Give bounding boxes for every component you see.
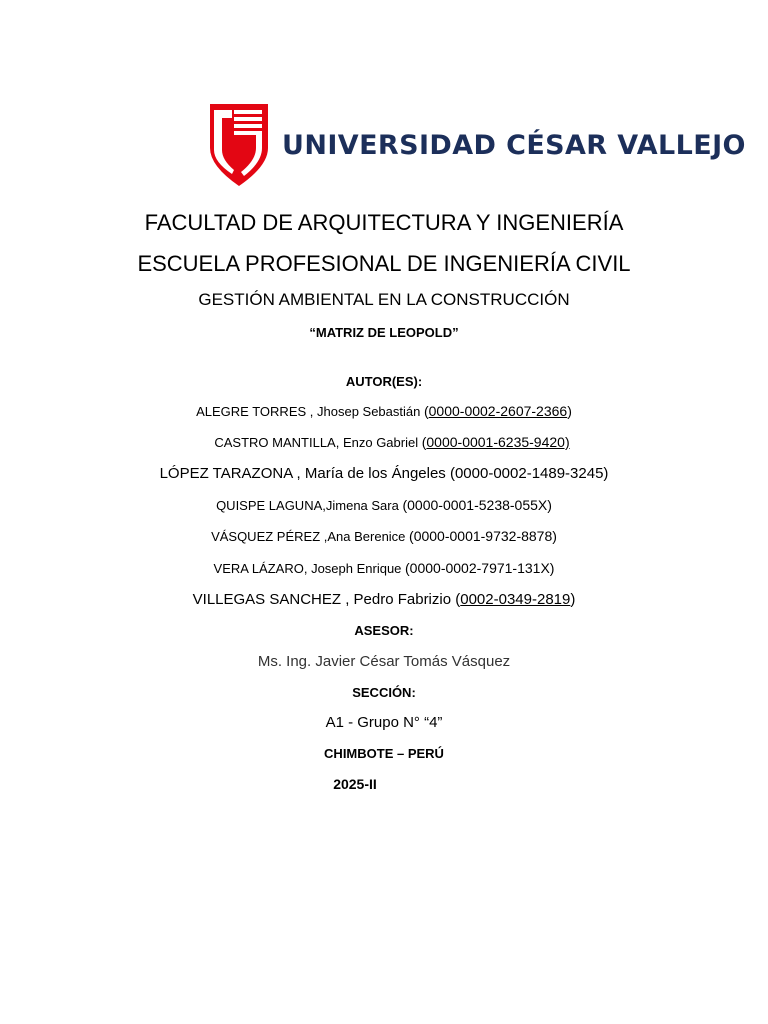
author-line: VILLEGAS SANCHEZ , Pedro Fabrizio (0002-0349-2819): [192, 591, 576, 608]
year-label: 2025-II: [333, 776, 377, 792]
author-name: CASTRO MANTILLA, Enzo Gabriel: [214, 435, 422, 450]
section-heading: SECCIÓN:: [352, 685, 416, 700]
author-orcid: 0000-0002-2607-2366: [428, 403, 568, 419]
author-name: VÁSQUEZ PÉREZ ,Ana Berenice: [211, 529, 410, 544]
author-line: [0, 465, 768, 482]
author-name: LÓPEZ TARAZONA , María de los Ángeles: [159, 465, 450, 482]
author-name: QUISPE LAGUNA,Jimena Sara: [216, 498, 403, 513]
author-line: [0, 528, 768, 544]
author-orcid: (0000-0002-1489-3245): [449, 465, 609, 482]
section-value: A1 - Grupo N° “4”: [325, 714, 443, 731]
author-orcid: 0002-0349-2819: [460, 591, 571, 608]
author-orcid: 0000-0001-6235-9420): [426, 434, 570, 450]
author-line: [0, 560, 768, 576]
author-orcid: (0000-0001-5238-055X): [402, 497, 552, 513]
school-title: ESCUELA PROFESIONAL DE INGENIERÍA CIVIL: [137, 251, 631, 276]
author-line: CASTRO MANTILLA, Enzo Gabriel (0000-0001-6235-9420): [214, 434, 570, 450]
author-line: [0, 497, 768, 513]
university-name: UNIVERSIDAD CÉSAR VALLEJO: [282, 130, 746, 161]
author-name: VERA LÁZARO, Joseph Enrique: [213, 561, 406, 576]
authors-heading: AUTOR(ES):: [345, 374, 423, 389]
place-label: CHIMBOTE – PERÚ: [324, 746, 444, 761]
faculty-title: FACULTAD DE ARQUITECTURA Y INGENIERÍA: [144, 210, 624, 235]
course-title: GESTIÓN AMBIENTAL EN LA CONSTRUCCIÓN: [198, 290, 570, 309]
author-name: VILLEGAS SANCHEZ , Pedro Fabrizio: [192, 591, 456, 608]
university-logo: [208, 104, 746, 188]
author-name: ALEGRE TORRES , Jhosep Sebastián: [196, 404, 424, 419]
author-orcid: (0000-0002-7971-131X): [405, 560, 555, 576]
advisor-name: Ms. Ing. Javier César Tomás Vásquez: [257, 653, 511, 670]
author-line: ALEGRE TORRES , Jhosep Sebastián (0000-0002-2607-2366): [196, 403, 572, 419]
document-title: “MATRIZ DE LEOPOLD”: [309, 325, 459, 340]
ucv-crest-icon: [208, 104, 270, 188]
author-orcid: (0000-0001-9732-8878): [409, 528, 557, 544]
advisor-heading: ASESOR:: [354, 623, 414, 638]
